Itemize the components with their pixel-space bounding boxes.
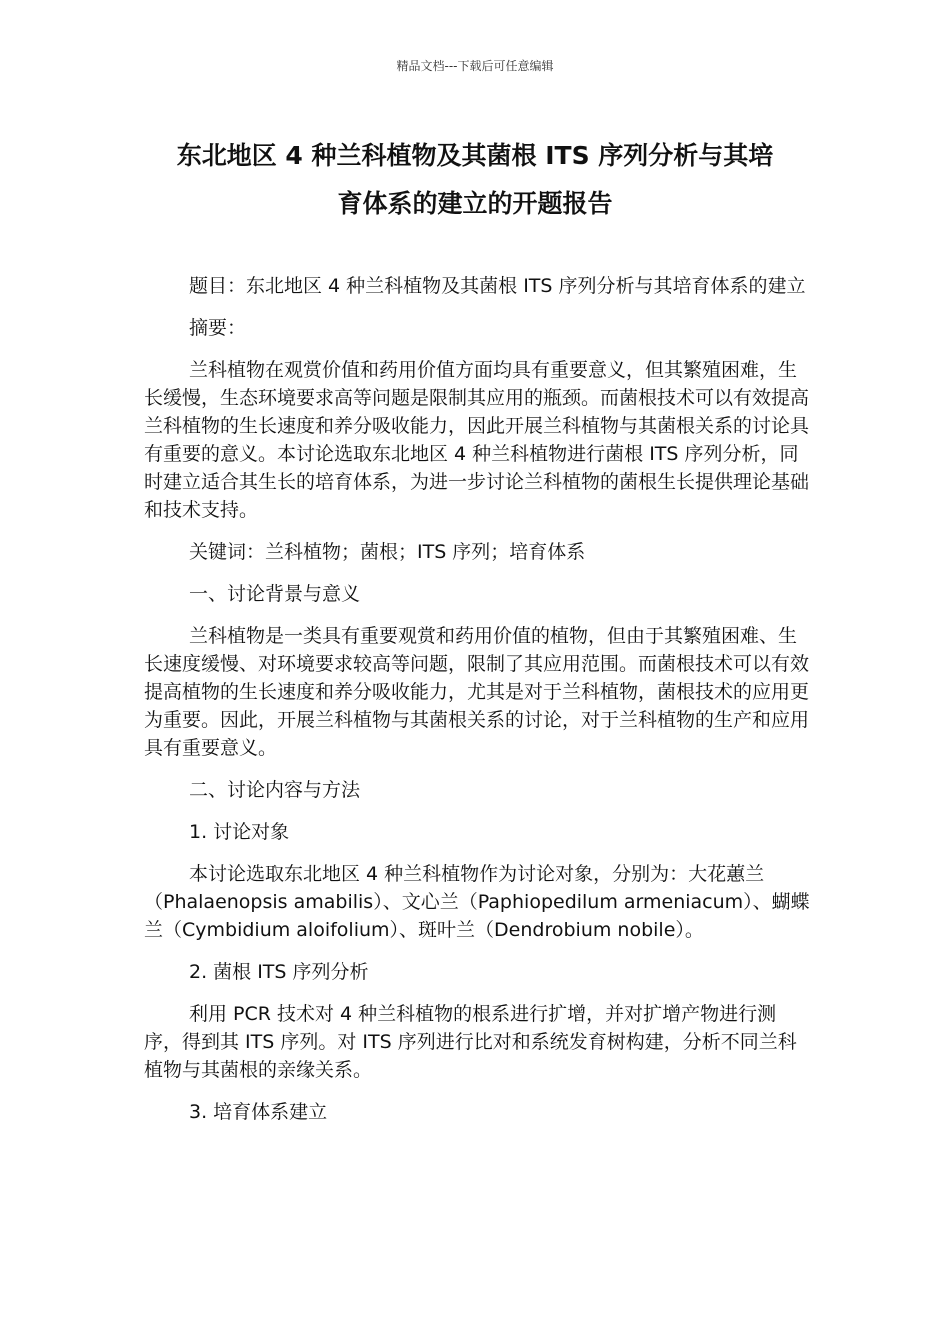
header-note: 精品文档---下载后可任意编辑 [396,59,554,73]
title-line-1: 东北地区 4 种兰科植物及其菌根 ITS 序列分析与其培 [176,141,774,170]
section-heading-content-methods: 二、讨论内容与方法 [189,779,361,801]
subheading-cultivation-system: 3. 培育体系建立 [189,1101,328,1123]
background-paragraph: 兰科植物是一类具有重要观赏和药用价值的植物，但由于其繁殖困难、生长速度缓慢、对环境要求较高等问题，限制了其应用范围。而菌根技术可以有效提高植物的生长速度和养分吸收能力，尤其是对于兰科植物，菌根技术的应用更为重要。因此，开展兰科植物与其菌根关系的讨论，对于兰科植物的生产和应用具有重要意义。 [144,625,810,759]
abstract-heading: 摘要： [189,317,247,339]
keywords-paragraph: 关键词：兰科植物；菌根；ITS 序列；培育体系 [189,541,586,563]
topic-paragraph: 题目：东北地区 4 种兰科植物及其菌根 ITS 序列分析与其培育体系的建立 [189,275,806,297]
section-heading-background: 一、讨论背景与意义 [189,583,361,605]
subheading-its-analysis: 2. 菌根 ITS 序列分析 [189,961,369,983]
its-analysis-paragraph: 利用 PCR 技术对 4 种兰科植物的根系进行扩增，并对扩增产物进行测序，得到其 ITS 序列。对 ITS 序列进行比对和系统发育树构建，分析不同兰科植物与其菌根的亲缘关系。 [144,1003,797,1081]
title-line-2: 育体系的建立的开题报告 [337,189,613,218]
document-body [144,272,810,1140]
research-subjects-paragraph: 本讨论选取东北地区 4 种兰科植物作为讨论对象，分别为：大花蕙兰（Phalaenopsis amabilis）、文心兰（Paphiopedilum armeniacum）、蝴蝶兰（Cymbidium aloifolium）、斑叶兰（Dendrobium nobile）。 [144,863,810,941]
subheading-research-subjects: 1. 讨论对象 [189,821,290,843]
document-title [120,132,830,228]
abstract-paragraph: 兰科植物在观赏价值和药用价值方面均具有重要意义，但其繁殖困难，生长缓慢，生态环境要求高等问题是限制其应用的瓶颈。而菌根技术可以有效提高兰科植物的生长速度和养分吸收能力，因此开展兰科植物与其菌根关系的讨论具有重要的意义。本讨论选取东北地区 4 种兰科植物进行菌根 ITS 序列分析，同时建立适合其生长的培育体系，为进一步讨论兰科植物的菌根生长提供理论基础和技术支持。 [144,359,810,521]
